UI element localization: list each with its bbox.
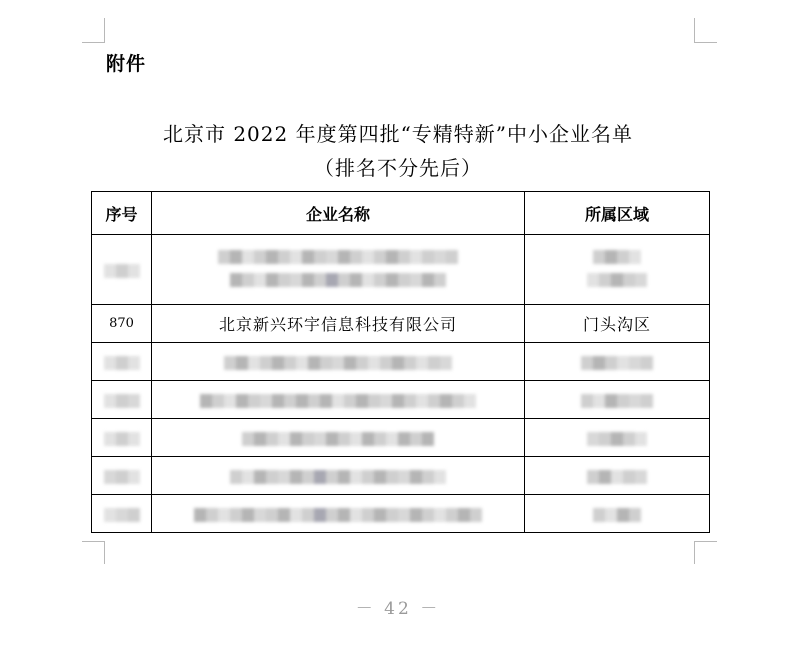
table-row (92, 305, 710, 343)
redacted-cell (525, 419, 710, 457)
attachment-label: 附件 (106, 53, 147, 75)
header-number: 序号 (92, 192, 152, 235)
table-row-redacted (92, 235, 710, 305)
redacted-cell (92, 381, 152, 419)
redaction-mosaic (200, 394, 476, 408)
redacted-cell (152, 235, 525, 305)
redaction-mosaic (587, 432, 647, 446)
redacted-cell (92, 495, 152, 533)
crop-mark-top-left (82, 18, 105, 43)
redacted-cell (525, 495, 710, 533)
row-company-name: 北京新兴环宇信息科技有限公司 (152, 305, 525, 343)
redaction-mosaic (104, 508, 140, 522)
redacted-cell (152, 343, 525, 381)
redaction-mosaic (581, 394, 653, 408)
header-company: 企业名称 (152, 192, 525, 235)
crop-mark-bottom-right (694, 541, 717, 564)
redaction-mosaic (104, 264, 140, 278)
redaction-mosaic (242, 432, 434, 446)
table-header-row (92, 192, 710, 235)
page-number: － 42 － (355, 599, 441, 619)
redaction-mosaic (104, 356, 140, 370)
redacted-cell (152, 457, 525, 495)
redaction-mosaic (525, 272, 709, 291)
table-row-redacted (92, 343, 710, 381)
redacted-cell (152, 495, 525, 533)
redacted-cell (92, 419, 152, 457)
document-subtitle: （排名不分先后） (314, 156, 482, 180)
table-row-redacted (92, 457, 710, 495)
redaction-mosaic (593, 508, 641, 522)
redaction-mosaic (104, 470, 140, 484)
redaction-mosaic (104, 394, 140, 408)
redacted-cell (92, 457, 152, 495)
row-district: 门头沟区 (525, 305, 710, 343)
redacted-cell (92, 235, 152, 305)
table-row-redacted (92, 419, 710, 457)
table-row-redacted (92, 495, 710, 533)
redaction-mosaic (104, 432, 140, 446)
redacted-cell (525, 235, 710, 305)
redaction-mosaic (224, 356, 452, 370)
redaction-mosaic (525, 249, 709, 268)
row-number: 870 (92, 305, 152, 343)
company-list-table (91, 191, 710, 533)
crop-mark-bottom-left (82, 541, 105, 564)
redacted-cell (92, 343, 152, 381)
header-district: 所属区域 (525, 192, 710, 235)
redacted-cell (152, 381, 525, 419)
table-row-redacted (92, 381, 710, 419)
redaction-mosaic (194, 508, 482, 522)
redaction-mosaic (587, 470, 647, 484)
redacted-cell (525, 343, 710, 381)
redaction-mosaic (152, 272, 524, 291)
redaction-mosaic (152, 249, 524, 268)
redaction-mosaic (230, 470, 446, 484)
crop-mark-top-right (694, 18, 717, 43)
redacted-cell (152, 419, 525, 457)
redacted-cell (525, 381, 710, 419)
document-title: 北京市 2022 年度第四批“专精特新”中小企业名单 (162, 122, 634, 146)
redaction-mosaic (581, 356, 653, 370)
redacted-cell (525, 457, 710, 495)
